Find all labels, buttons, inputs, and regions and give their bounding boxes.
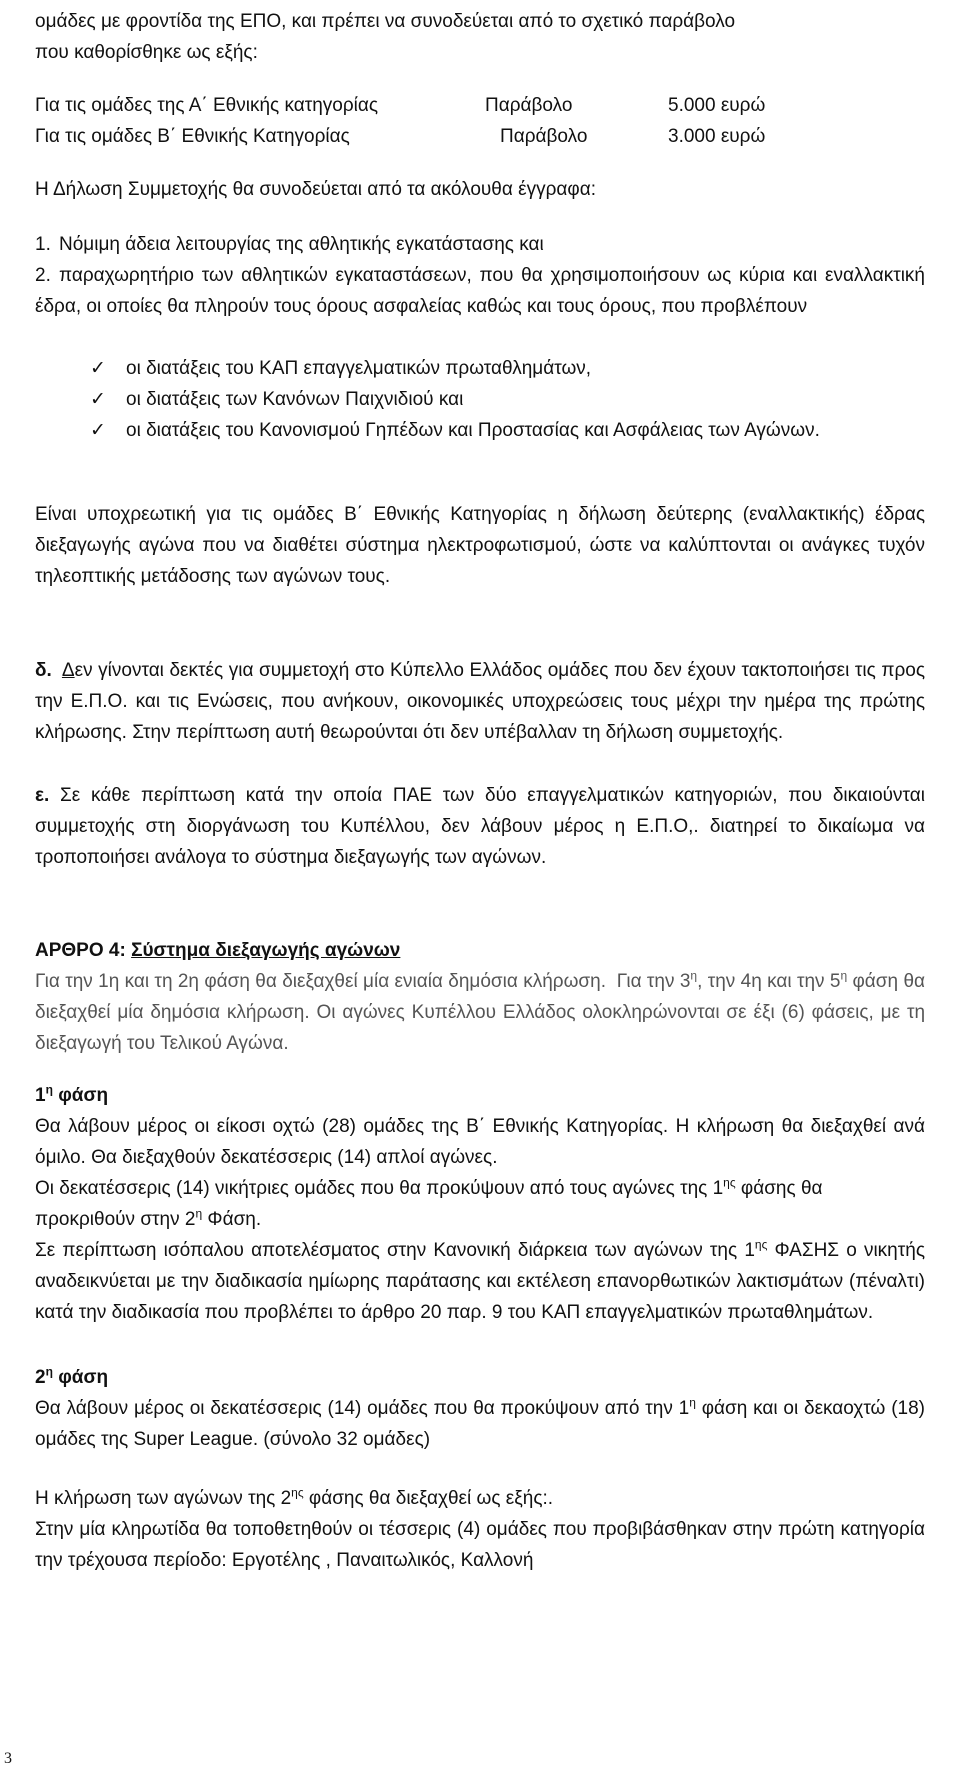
phase-2-pot: Στην μία κληρωτίδα θα τοποθετηθούν οι τέσσερις (4) ομάδες που προβιβάσθηκαν στην πρώτη κατηγορία την τρέχουσα περίοδο: Εργοτέλης , Παναιτωλικός, Καλλονή xyxy=(35,1519,925,1571)
superscript: η xyxy=(689,1395,696,1410)
check-icon: ✓ xyxy=(90,420,106,441)
article-sentence: φάση θα διεξαχθεί μία δημόσια κλήρωση. xyxy=(35,971,925,1023)
phase-2-draw xyxy=(35,1483,925,1514)
phase-number: 1 xyxy=(35,1085,46,1106)
phase-1-tie-rule xyxy=(35,1235,925,1328)
phase-title: φάση xyxy=(58,1085,109,1106)
superscript: ης xyxy=(754,1237,768,1252)
paragraph-d-text: εν γίνονται δεκτές για συμμετοχή στο Κύπελλο Ελλάδος ομάδες που δεν έχουν τακτοποιήσει τις προς την Ε.Π.Ο. και τις Ενώσεις, που ανήκουν, οικονομικές υποχρεώσεις τους μέχρι την ημέρα της πρώτης κλήρωσης. Στην περίπτωση αυτή θεωρούνται ότι δεν υπέβαλλαν τη δήλωση συμμετοχής. xyxy=(35,660,925,743)
phase-title: φάση xyxy=(58,1367,109,1388)
article-sentence: , την 4η και την 5 xyxy=(697,971,841,992)
doc-item xyxy=(35,260,925,322)
phase-text: Οι δεκατέσσερις (14) νικήτριες ομάδες που θα προκύψουν από τους αγώνες της 1 xyxy=(35,1178,724,1199)
article-heading xyxy=(35,935,400,966)
article-prefix: ΑΡΘΡΟ 4: xyxy=(35,940,126,961)
check-icon: ✓ xyxy=(90,358,106,379)
page-number: 3 xyxy=(4,1750,12,1767)
phase-text: φάση και οι δεκαοχτώ (18) ομάδες της Super League. (σύνολο 32 ομάδες) xyxy=(35,1398,925,1450)
fee-type: Παράβολο xyxy=(500,126,588,147)
check-item-text: οι διατάξεις του Κανονισμού Γηπέδων και Προστασίας και Ασφάλειας των Αγώνων. xyxy=(126,420,820,441)
superscript: η xyxy=(195,1206,203,1221)
paragraph-e-text: Σε κάθε περίπτωση κατά την οποία ΠΑΕ των δύο επαγγελματικών κατηγοριών, που δικαιούνται συμμετοχής στη διοργάνωση του Κυπέλλου, δεν λάβουν μέρος η Ε.Π.Ο,. διατηρεί το δικαίωμα να τροποποιήσει ανάλογα το σύστημα διεξαγωγής των αγώνων. xyxy=(35,785,925,868)
article-sentence: Για την 3 xyxy=(616,971,691,992)
intro-line-2: που καθορίσθηκε ως εξής: xyxy=(35,42,258,63)
phase-text: φάσης θα προκριθούν στην 2 xyxy=(35,1178,823,1230)
superscript: η xyxy=(45,1082,53,1097)
doc-item-text: παραχωρητήριο των αθλητικών εγκαταστάσεων, που θα χρησιμοποιήσουν ως κύρια και εναλλακτική έδρα, οι οποίες θα πληρούν τους όρους ασφαλείας καθώς και τους όρους, που προβλέπουν xyxy=(35,265,925,317)
check-icon: ✓ xyxy=(90,389,106,410)
docs-intro: Η Δήλωση Συμμετοχής θα συνοδεύεται από τα ακόλουθα έγγραφα: xyxy=(35,179,596,200)
check-item-text: οι διατάξεις των Κανόνων Παιχνιδιού και xyxy=(126,389,464,410)
underlined-letter: Δ xyxy=(61,660,75,681)
article-title: Σύστημα διεξαγωγής αγώνων xyxy=(131,940,401,961)
fee-amount: 5.000 ευρώ xyxy=(668,95,766,116)
fee-amount: 3.000 ευρώ xyxy=(668,126,766,147)
phase-text: Φάση. xyxy=(202,1209,262,1230)
doc-item xyxy=(35,229,544,260)
phase-text: ΦΑΣΗΣ ο νικητής αναδεικνύεται με την διαδικασία ημίωρης παράτασης και εκτέλεση επανορθωτικών λακτισμάτων (πέναλτι) κατά την διαδικασία που προβλέπει το άρθρο 20 παρ. 9 του ΚΑΠ επαγγελματικών πρωταθλημάτων. xyxy=(35,1240,925,1323)
superscript: η xyxy=(690,968,698,983)
phase-1-text: Θα λάβουν μέρος οι είκοσι οχτώ (28) ομάδες της Β΄ Εθνικής Κατηγορίας. Η κλήρωση θα διεξαχθεί ανά όμιλο. Θα διεξαχθούν δεκατέσσερις (14) απλοί αγώνες. xyxy=(35,1116,925,1168)
superscript: ης xyxy=(291,1485,304,1500)
superscript: η xyxy=(45,1364,53,1379)
check-item xyxy=(90,353,925,384)
paragraph-d xyxy=(35,655,925,748)
superscript: η xyxy=(840,968,848,983)
phase-text: Η κλήρωση των αγώνων της 2 xyxy=(35,1488,292,1509)
phase-text: Σε περίπτωση ισόπαλου αποτελέσματος στην Κανονική διάρκεια των αγώνων της 1 xyxy=(35,1240,755,1261)
check-item xyxy=(90,384,925,415)
doc-item-number: 1. xyxy=(35,234,51,255)
phase-number: 2 xyxy=(35,1367,46,1388)
fee-label: Για τις ομάδες Β΄ Εθνικής Κατηγορίας xyxy=(35,126,350,147)
check-item-text: οι διατάξεις του ΚΑΠ επαγγελματικών πρωταθλημάτων, xyxy=(126,358,592,379)
paragraph-second-venue: Είναι υποχρεωτική για τις ομάδες Β΄ Εθνικής Κατηγορίας η δήλωση δεύτερης (εναλλακτικής) έδρας διεξαγωγής αγώνα που να διαθέτει σύστημα ηλεκτροφωτισμού, ώστε να καλύπτονται οι ανάγκες τυχόν τηλεοπτικής μετάδοσης των αγώνων τους. xyxy=(35,504,925,587)
article-sentence: Για την 1η και τη 2η φάση θα διεξαχθεί μία ενιαία δημόσια κλήρωση. xyxy=(35,971,606,992)
paragraph-e xyxy=(35,780,925,873)
check-item xyxy=(90,415,925,446)
intro-line-1: ομάδες με φροντίδα της ΕΠΟ, και πρέπει να συνοδεύεται από το σχετικό παράβολο xyxy=(35,11,736,32)
doc-item-number: 2. xyxy=(35,265,51,286)
superscript: ης xyxy=(723,1175,736,1190)
article-intro xyxy=(35,966,925,1059)
paragraph-label: δ. xyxy=(35,660,52,681)
article-sentence: Οι αγώνες Κυπέλλου Ελλάδος ολοκληρώνονται σε έξι (6) φάσεις, με τη διεξαγωγή του Τελικού Αγώνα. xyxy=(35,1002,926,1054)
fee-type: Παράβολο xyxy=(485,95,573,116)
phase-2-heading xyxy=(35,1362,108,1393)
fee-label: Για τις ομάδες της Α΄ Εθνικής κατηγορίας xyxy=(35,95,379,116)
phase-text: Θα λάβουν μέρος οι δεκατέσσερις (14) ομάδες που θα προκύψουν από την 1 xyxy=(35,1398,690,1419)
phase-2-text xyxy=(35,1393,925,1455)
paragraph-label: ε. xyxy=(35,785,50,806)
phase-1-qualifiers xyxy=(35,1173,925,1235)
phase-text: φάσης θα διεξαχθεί ως εξής:. xyxy=(303,1488,554,1509)
phase-1-heading xyxy=(35,1080,108,1111)
doc-item-text: Νόμιμη άδεια λειτουργίας της αθλητικής εγκατάστασης και xyxy=(59,234,544,255)
